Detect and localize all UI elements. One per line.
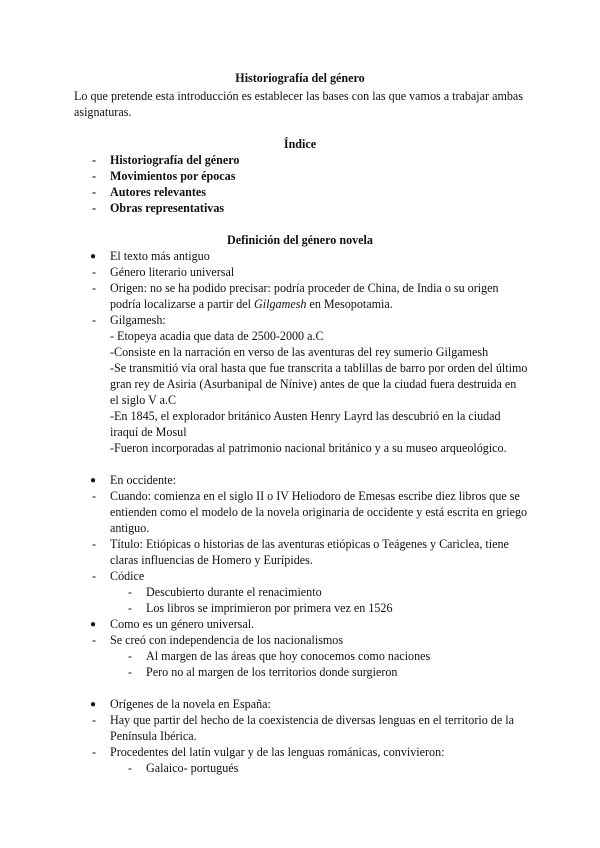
- procedentes-sub-1: Galaico- portugués: [146, 761, 239, 775]
- independencia-label: Se creó con independencia de los nacionalismos: [110, 633, 344, 647]
- gilgamesh-italic: Gilgamesh: [254, 297, 307, 311]
- gilgamesh-item-3-line-1: -Se transmitió vía oral hasta que fue transcrita a tablillas de barro por orden del último: [110, 361, 528, 375]
- bullet-texto-antiguo: El texto más antiguo: [110, 249, 210, 263]
- gilgamesh-item-5: -Fueron incorporadas al patrimonio nacional británico y a su museo arqueológico.: [110, 441, 507, 455]
- cuando-line-3: antiguo.: [110, 521, 150, 535]
- codice-sub-1: Descubierto durante el renacimiento: [146, 585, 322, 599]
- gilgamesh-item-4-line-2: iraquí de Mosul: [110, 425, 187, 439]
- hay-line-1: Hay que partir del hecho de la coexistencia de diversas lenguas en el territorio de la: [110, 713, 514, 727]
- index-dash: -: [92, 169, 97, 183]
- codice-label: Códice: [110, 569, 145, 583]
- dash-marker: -: [92, 313, 97, 327]
- gilgamesh-item-3-line-2: gran rey de Asiria (Asurbanipal de Nínive) antes de que la ciudad fuera destruida en: [110, 377, 517, 391]
- intro-line-1: Lo que pretende esta introducción es establecer las bases con las que vamos a trabajar ambas: [74, 89, 523, 103]
- index-dash: -: [92, 153, 97, 167]
- dash-marker: -: [92, 745, 97, 759]
- dash-marker: -: [92, 265, 97, 279]
- genero-universal: Género literario universal: [110, 265, 235, 279]
- index-dash: -: [92, 185, 97, 199]
- gilgamesh-item-4-line-1: -En 1845, el explorador británico Austen Henry Layrd las descubrió en la ciudad: [110, 409, 501, 423]
- index-heading: Índice: [283, 137, 317, 151]
- dash-marker: -: [128, 601, 133, 615]
- hay-line-2: Península Ibérica.: [110, 729, 197, 743]
- dash-marker: -: [92, 281, 97, 295]
- bullet-marker: ●: [90, 619, 97, 630]
- index-item-1: Historiografía del género: [110, 153, 240, 167]
- dash-marker: -: [128, 649, 133, 663]
- gilgamesh-item-2: -Consiste en la narración en verso de las aventuras del rey sumerio Gilgamesh: [110, 345, 489, 359]
- titulo-line-2: claras influencias de Homero y Eurípides.: [110, 553, 313, 567]
- definition-heading: Definición del género novela: [227, 233, 373, 247]
- bullet-genero-universal: Como es un género universal.: [110, 617, 255, 631]
- bullet-marker: ●: [90, 251, 97, 262]
- dash-marker: -: [92, 713, 97, 727]
- dash-marker: -: [128, 665, 133, 679]
- origen-line-1: Origen: no se ha podido precisar: podría proceder de China, de India o su origen: [110, 281, 499, 295]
- independencia-sub-2: Pero no al margen de los territorios donde surgieron: [146, 665, 398, 679]
- intro-line-2: asignaturas.: [74, 105, 132, 119]
- dash-marker: -: [92, 569, 97, 583]
- procedentes-label: Procedentes del latín vulgar y de las lenguas románicas, convivieron:: [110, 745, 445, 759]
- bullet-marker: ●: [90, 699, 97, 710]
- gilgamesh-label: Gilgamesh:: [110, 313, 166, 327]
- bullet-espana: Orígenes de la novela en España:: [110, 697, 271, 711]
- titulo-line-1: Título: Etiópicas o historias de las aventuras etiópicas o Teágenes y Cariclea, tiene: [110, 537, 509, 551]
- index-item-4: Obras representativas: [110, 201, 225, 215]
- cuando-line-1: Cuando: comienza en el siglo II o IV Heliodoro de Emesas escribe diez libros que se: [110, 489, 520, 503]
- dash-marker: -: [128, 761, 133, 775]
- dash-marker: -: [92, 537, 97, 551]
- bullet-occidente: En occidente:: [110, 473, 177, 487]
- origen-line-2-pre: podría localizarse a partir del: [110, 297, 255, 311]
- page-title: Historiografía del género: [235, 71, 365, 85]
- gilgamesh-item-3-line-3: el siglo V a.C: [110, 393, 177, 407]
- origen-line-2: [110, 297, 393, 313]
- bullet-marker: ●: [90, 475, 97, 486]
- index-dash: -: [92, 201, 97, 215]
- index-item-3: Autores relevantes: [110, 185, 206, 199]
- independencia-sub-1: Al margen de las áreas que hoy conocemos como naciones: [146, 649, 431, 663]
- dash-marker: -: [92, 489, 97, 503]
- origen-line-2-post: en Mesopotamia.: [306, 297, 393, 311]
- gilgamesh-item-1: - Etopeya acadia que data de 2500-2000 a.C: [110, 329, 324, 343]
- cuando-line-2: entienden como el modelo de la novela originaria de occidente y está escrita en griego: [110, 505, 528, 519]
- dash-marker: -: [128, 585, 133, 599]
- index-item-2: Movimientos por épocas: [110, 169, 236, 183]
- dash-marker: -: [92, 633, 97, 647]
- codice-sub-2: Los libros se imprimieron por primera vez en 1526: [146, 601, 393, 615]
